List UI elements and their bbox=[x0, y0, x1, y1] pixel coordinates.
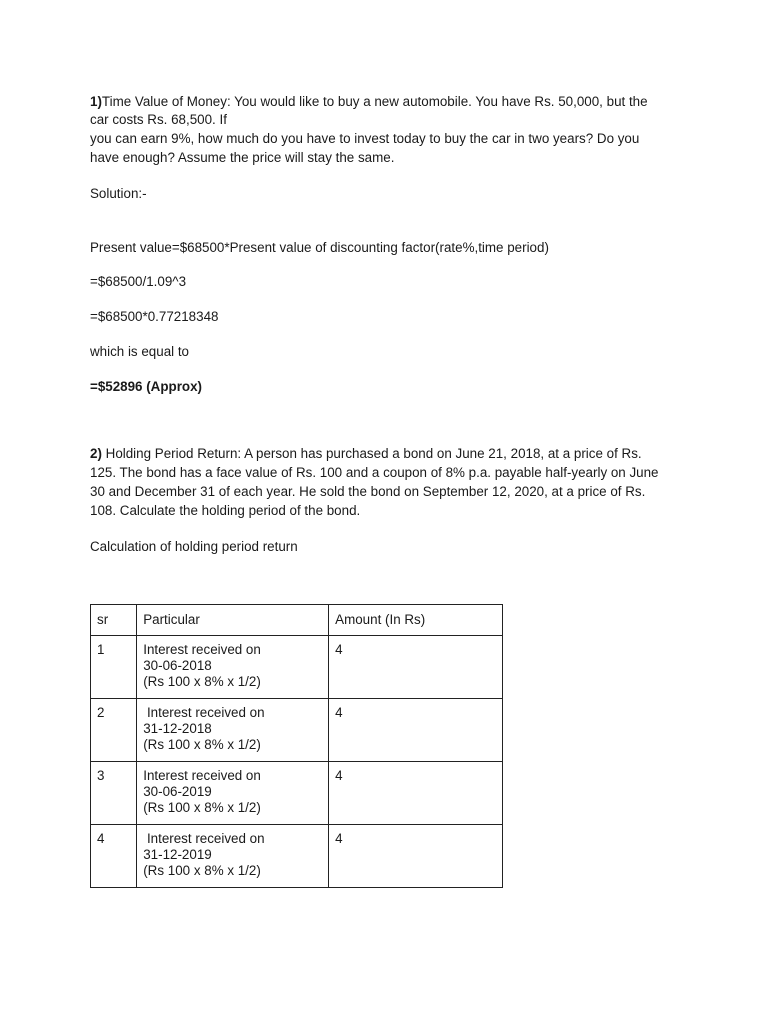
particular-line: Interest received on bbox=[143, 642, 261, 657]
cell-particular bbox=[137, 636, 329, 699]
solution-step-1: Present value=$68500*Present value of discounting factor(rate%,time period) bbox=[90, 240, 549, 255]
cell-amount: 4 bbox=[329, 699, 503, 762]
cell-sr: 3 bbox=[91, 762, 137, 825]
table-row bbox=[91, 825, 503, 888]
q2-line-1 bbox=[90, 444, 642, 463]
table-row bbox=[91, 636, 503, 699]
solution-step-2: =$68500/1.09^3 bbox=[90, 274, 187, 289]
table-row bbox=[91, 699, 503, 762]
particular-line: Interest received on bbox=[143, 768, 261, 783]
q2-line-2: 125. The bond has a face value of Rs. 100 and a coupon of 8% p.a. payable half-yearly on June bbox=[90, 465, 659, 480]
q1-number: 1) bbox=[90, 94, 102, 109]
table-row bbox=[91, 762, 503, 825]
cell-sr: 2 bbox=[91, 699, 137, 762]
cell-particular bbox=[137, 762, 329, 825]
particular-line: 30-06-2018 bbox=[143, 658, 212, 673]
particular-line: Interest received on bbox=[143, 705, 265, 720]
cell-amount: 4 bbox=[329, 825, 503, 888]
cell-particular bbox=[137, 699, 329, 762]
particular-line: (Rs 100 x 8% x 1/2) bbox=[143, 800, 261, 815]
holding-period-table bbox=[90, 604, 503, 888]
particular-line: 31-12-2019 bbox=[143, 847, 212, 862]
header-sr: sr bbox=[91, 605, 137, 636]
q2-line-3: 30 and December 31 of each year. He sold the bond on September 12, 2020, at a price of Rs. bbox=[90, 484, 646, 499]
header-particular: Particular bbox=[137, 605, 329, 636]
q2-text-line: Holding Period Return: A person has purchased a bond on June 21, 2018, at a price of Rs. bbox=[101, 446, 642, 461]
cell-sr: 4 bbox=[91, 825, 137, 888]
cell-particular bbox=[137, 825, 329, 888]
particular-line: (Rs 100 x 8% x 1/2) bbox=[143, 674, 261, 689]
q1-line-2: car costs Rs. 68,500. If bbox=[90, 112, 227, 127]
calc-label: Calculation of holding period return bbox=[90, 539, 298, 554]
solution-label: Solution:- bbox=[90, 186, 147, 201]
particular-line: (Rs 100 x 8% x 1/2) bbox=[143, 737, 261, 752]
cell-sr: 1 bbox=[91, 636, 137, 699]
header-amount: Amount (In Rs) bbox=[329, 605, 503, 636]
q2-number: 2) bbox=[90, 446, 102, 461]
solution-step-3: =$68500*0.77218348 bbox=[90, 309, 219, 324]
q2-line-4: 108. Calculate the holding period of the bond. bbox=[90, 503, 361, 518]
solution-answer: =$52896 (Approx) bbox=[90, 379, 203, 394]
table-header-row bbox=[91, 605, 503, 636]
particular-line: Interest received on bbox=[143, 831, 265, 846]
solution-step-4: which is equal to bbox=[90, 344, 189, 359]
q1-line-4: have enough? Assume the price will stay the same. bbox=[90, 150, 395, 165]
particular-line: 31-12-2018 bbox=[143, 721, 212, 736]
q1-line-1 bbox=[90, 92, 648, 111]
particular-line: (Rs 100 x 8% x 1/2) bbox=[143, 863, 261, 878]
cell-amount: 4 bbox=[329, 636, 503, 699]
q1-line-3: you can earn 9%, how much do you have to invest today to buy the car in two years? Do you bbox=[90, 131, 640, 146]
q1-text-line: Time Value of Money: You would like to buy a new automobile. You have Rs. 50,000, but the bbox=[101, 94, 648, 109]
particular-line: 30-06-2019 bbox=[143, 784, 212, 799]
cell-amount: 4 bbox=[329, 762, 503, 825]
